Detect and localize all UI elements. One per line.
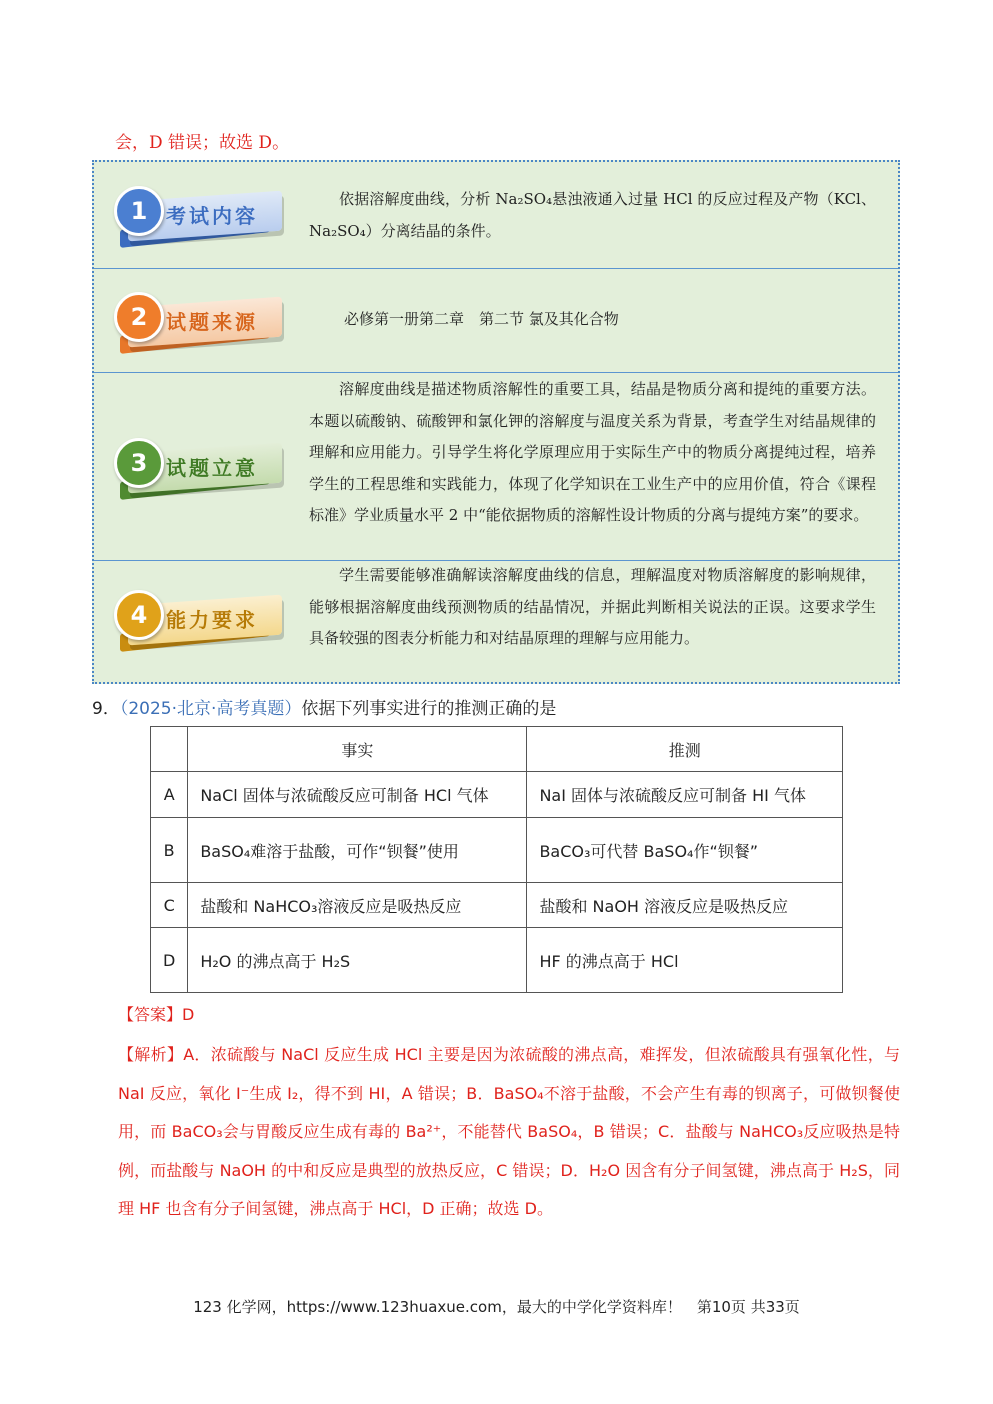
question-info-box [92,160,900,684]
row-label: C [151,883,188,928]
info-text-exam-content: 依据溶解度曲线，分析 Na₂SO₄悬浊液通入过量 HCl 的反应过程及产物（KCl、Na₂SO₄）分离结晶的条件。 [309,190,876,240]
table-header-row [151,727,843,772]
row-guess: 盐酸和 NaOH 溶液反应是吸热反应 [527,883,843,928]
row-label: A [151,772,188,818]
row-guess: BaCO₃可代替 BaSO₄作“钡餐” [527,818,843,883]
table-header-label [151,727,188,772]
info-text-ability: 学生需要能够准确解读溶解度曲线的信息，理解温度对物质溶解度的影响规律，能够根据溶解度曲线预测物质的结晶情况，并据此判断相关说法的正误。这要求学生具备较强的图表分析能力和对结晶原理的理解与应用能力。 [309,566,876,647]
table-row [151,818,843,883]
badge-exam-content [114,184,286,246]
row-fact: BaSO₄难溶于盐酸，可作“钡餐”使用 [188,818,527,883]
analysis: 【解析】A．浓硫酸与 NaCl 反应生成 HCl 主要是因为浓硫酸的沸点高，难挥发，但浓硫酸具有强氧化性，与 NaI 反应，氧化 I⁻生成 I₂，得不到 HI，A 错误；B．BaSO₄不溶于盐酸，不会产生有毒的钡离子，可做钡餐使用，而 BaCO₃会与胃酸反应生成有毒的 Ba²⁺，不能替代 BaSO₄，B 错误；C．盐酸与 NaHCO₃反应吸热是特例，而盐酸与 NaOH 的中和反应是典型的放热反应，C 错误；D．H₂O 因含有分子间氢键，沸点高于 H₂S，同理 HF 也含有分子间氢键，沸点高于 HCl，D 正确；故选 D。 [118,1045,900,1218]
info-row-source [94,268,898,373]
question-text: 依据下列事实进行的推测正确的是 [301,699,557,719]
row-fact: H₂O 的沸点高于 H₂S [188,928,527,993]
previous-analysis-tail: 会，D 错误；故选 D。 [115,133,290,153]
row-guess: HF 的沸点高于 HCl [527,928,843,993]
question-number: 9． [92,699,120,719]
info-row-exam-content [94,162,898,269]
row-label: B [151,818,188,883]
table-header-fact: 事实 [188,727,527,772]
badge-number: 3 [114,438,164,488]
badge-number: 4 [114,590,164,640]
question-source: （2025·北京·高考真题） [119,699,302,719]
info-row-ability [94,560,898,682]
facts-table [150,726,843,993]
badge-ability [114,588,286,650]
row-fact: 盐酸和 NaHCO₃溶液反应是吸热反应 [188,883,527,928]
badge-number: 2 [114,292,164,342]
badge-label: 能力要求 [166,608,258,632]
info-row-intent [94,372,898,561]
row-fact: NaCl 固体与浓硫酸反应可制备 HCl 气体 [188,772,527,818]
row-guess: NaI 固体与浓硫酸反应可制备 HI 气体 [527,772,843,818]
badge-source [114,290,286,352]
row-label: D [151,928,188,993]
page-footer: 123 化学网，https://www.123huaxue.com，最大的中学化学资料库！ 第10页 共33页 [193,1298,800,1316]
badge-label: 考试内容 [166,204,258,228]
badge-label: 试题来源 [166,310,258,334]
table-row [151,772,843,818]
badge-intent [114,436,286,498]
info-text-intent: 溶解度曲线是描述物质溶解性的重要工具，结晶是物质分离和提纯的重要方法。本题以硫酸钠、硫酸钾和氯化钾的溶解度与温度关系为背景，考查学生对结晶规律的理解和应用能力。引导学生将化学原理应用于实际生产中的物质分离提纯过程，培养学生的工程思维和实践能力，体现了化学知识在工业生产中的应用价值，符合《课程标准》学业质量水平 2 中“能依据物质的溶解性设计物质的分离与提纯方案”的要求。 [309,380,876,524]
info-text-source: 必修第一册第二章 第二节 氯及其化合物 [344,310,619,328]
badge-number: 1 [114,186,164,236]
table-row [151,928,843,993]
table-row [151,883,843,928]
answer: 【答案】D [118,1005,195,1024]
table-header-guess: 推测 [527,727,843,772]
question-stem [92,694,556,719]
badge-label: 试题立意 [166,456,258,480]
